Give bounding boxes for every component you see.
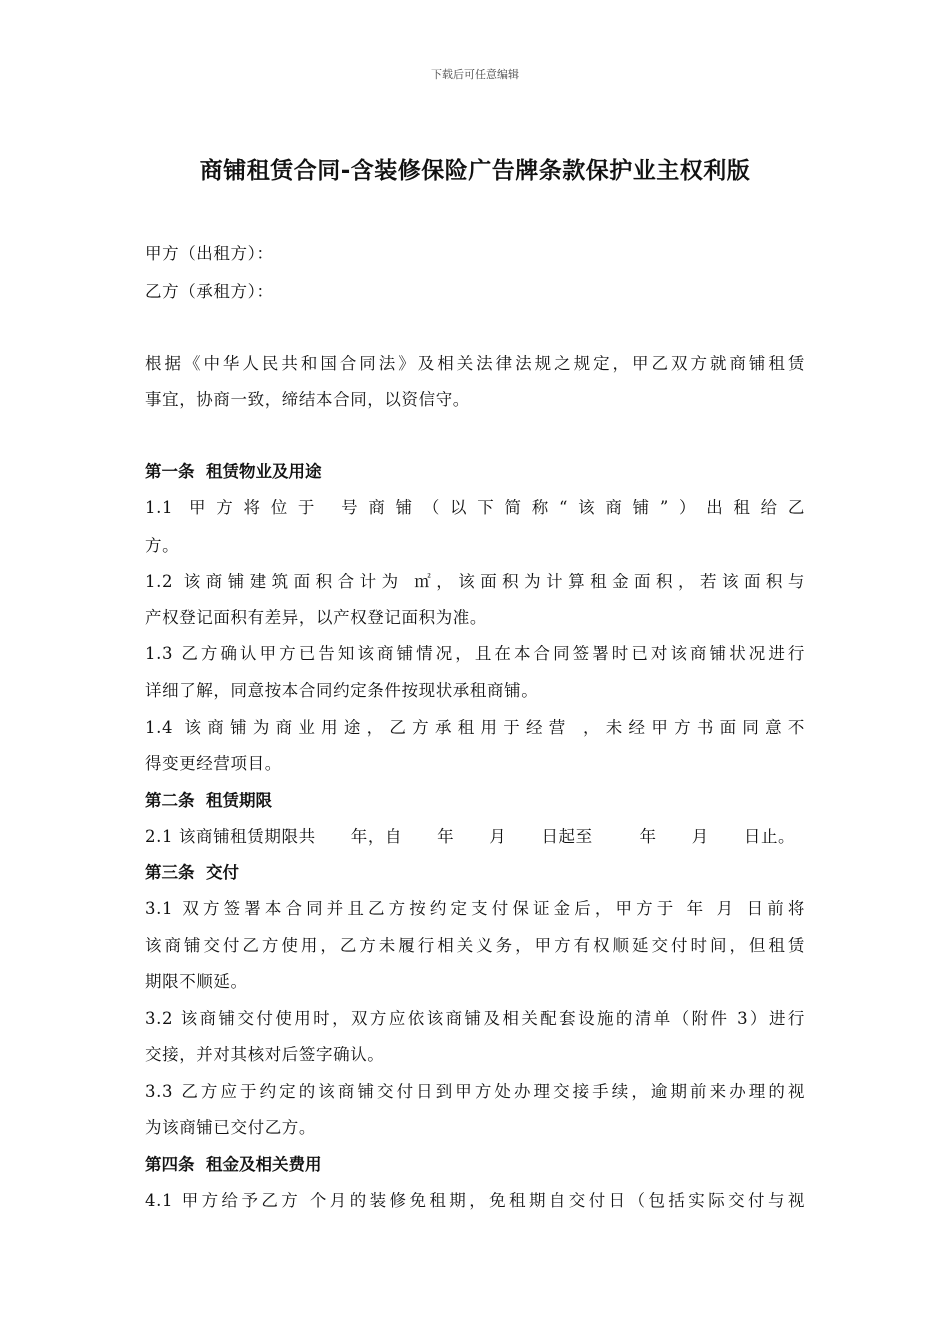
clause-line: 1.3 乙方确认甲方已告知该商铺情况，且在本合同签署时已对该商铺状况进行 — [145, 644, 805, 663]
clause-line: 为该商铺已交付乙方。 — [145, 1118, 316, 1137]
clause-line: 3.3 乙方应于约定的该商铺交付日到甲方处办理交接手续，逾期前来办理的视 — [145, 1082, 805, 1101]
clause-line: 该商铺交付乙方使用，乙方未履行相关义务，甲方有权顺延交付时间，但租赁 — [145, 936, 805, 955]
clause-line: 3.1 双方签署本合同并且乙方按约定支付保证金后，甲方于 年 月 日前将 — [145, 899, 805, 918]
clause-line: 产权登记面积有差异，以产权登记面积为准。 — [145, 608, 487, 627]
clause-line: 详细了解，同意按本合同约定条件按现状承租商铺。 — [145, 681, 539, 700]
clause-line: 4.1 甲方给予乙方 个月的装修免租期，免租期自交付日（包括实际交付与视 — [145, 1191, 805, 1210]
clause-line: 交接，并对其核对后签字确认。 — [145, 1045, 385, 1064]
clause-line: 1.4 该商铺为商业用途，乙方承租用于经营 ，未经甲方书面同意不 — [145, 718, 805, 737]
preamble-line: 事宜，协商一致，缔结本合同，以资信守。 — [145, 390, 470, 409]
clause-line: 得变更经营项目。 — [145, 754, 282, 773]
article-4-heading: 第四条 租金及相关费用 — [145, 1155, 322, 1174]
clause-line: 方。 — [145, 536, 180, 555]
party-b-label: 乙方（承租方）： — [145, 282, 274, 301]
article-2-heading: 第二条 租赁期限 — [145, 791, 272, 810]
clause-line: 2.1 该商铺租赁期限共 年，自 年 月 日起至 年 月 日止。 — [145, 827, 796, 846]
preamble-line: 根据《中华人民共和国合同法》及相关法律法规之规定，甲乙双方就商铺租赁 — [145, 354, 805, 373]
article-3-heading: 第三条 交付 — [145, 863, 239, 882]
clause-line: 3.2 该商铺交付使用时，双方应依该商铺及相关配套设施的清单（附件 3）进行 — [145, 1009, 805, 1028]
document-title: 商铺租赁合同-含装修保险广告牌条款保护业主权利版 — [199, 158, 751, 184]
page-header: 下载后可任意编辑 — [431, 68, 519, 81]
clause-line: 1.2 该商铺建筑面积合计为 ㎡，该面积为计算租金面积，若该面积与 — [145, 572, 805, 591]
clause-line: 期限不顺延。 — [145, 972, 248, 991]
article-1-heading: 第一条 租赁物业及用途 — [145, 462, 322, 481]
clause-line: 1.1 甲方将位于 号商铺（以下简称“该商铺”）出租给乙 — [145, 498, 805, 517]
party-a-label: 甲方（出租方）： — [145, 244, 274, 263]
